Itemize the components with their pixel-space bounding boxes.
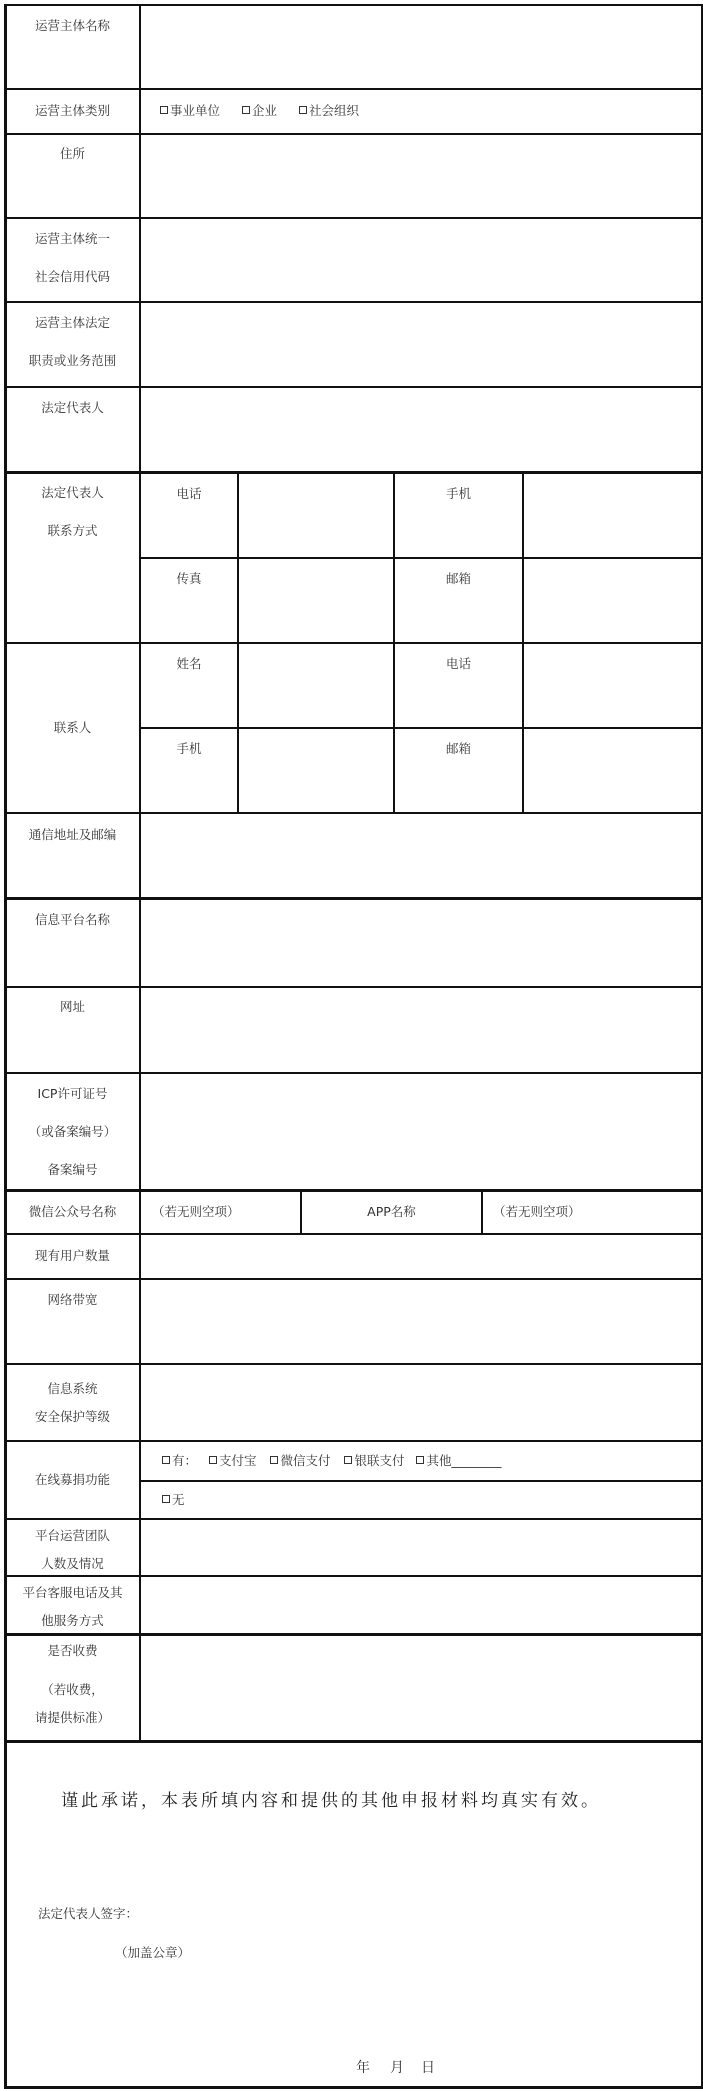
checkbox-icon xyxy=(299,106,307,114)
border-bottom xyxy=(4,2086,703,2089)
legal-rep-email-field[interactable] xyxy=(524,559,701,642)
legal-rep-fax-field[interactable] xyxy=(239,559,393,642)
contact-person-label: 联系人 xyxy=(53,720,92,735)
row-line xyxy=(4,1189,703,1192)
wechat-label: 微信公众号名称 xyxy=(28,1204,117,1219)
checkbox-icon xyxy=(209,1456,217,1464)
contact-phone-label: 电话 xyxy=(445,656,471,671)
user-count-field[interactable] xyxy=(141,1235,701,1278)
address-label: 住所 xyxy=(59,146,85,161)
fees-label-1: 是否收费 xyxy=(47,1643,98,1658)
checkbox-icon xyxy=(162,1456,170,1464)
contact-mobile-field[interactable] xyxy=(239,729,393,812)
checkbox-wechat-pay[interactable]: 微信支付 xyxy=(270,1453,330,1468)
security-level-label-1: 信息系统 xyxy=(47,1381,98,1396)
legal-rep-mobile-label: 手机 xyxy=(445,486,471,501)
entity-type-label: 运营主体类别 xyxy=(34,103,110,118)
donation-no-option xyxy=(162,1492,185,1508)
legal-rep-field[interactable] xyxy=(141,388,701,471)
scope-label-2: 职责或业务范围 xyxy=(28,353,117,368)
date-month: 月 xyxy=(390,2060,404,2076)
checkbox-icon xyxy=(344,1456,352,1464)
donation-label: 在线募捐功能 xyxy=(34,1472,110,1487)
signature-label: 法定代表人签字： xyxy=(38,1906,139,1921)
date-day: 日 xyxy=(421,2060,435,2076)
row-line xyxy=(4,88,703,90)
legal-rep-phone-label: 电话 xyxy=(176,486,202,501)
team-field[interactable] xyxy=(141,1520,701,1575)
bandwidth-label: 网络带宽 xyxy=(47,1292,98,1307)
icp-label-2: （或备案编号） xyxy=(28,1124,117,1139)
platform-name-label: 信息平台名称 xyxy=(34,912,110,927)
legal-rep-contact-label-2: 联系方式 xyxy=(47,523,98,538)
checkbox-icon xyxy=(160,106,168,114)
scope-label-1: 运营主体法定 xyxy=(34,315,110,330)
contact-email-label: 邮箱 xyxy=(445,741,471,756)
contact-mobile-label: 手机 xyxy=(176,741,202,756)
checkbox-enterprise[interactable]: 企业 xyxy=(242,103,277,118)
service-field[interactable] xyxy=(141,1577,701,1633)
date-year: 年 xyxy=(356,2060,370,2076)
checkbox-icon xyxy=(416,1456,424,1464)
wechat-app-divider xyxy=(481,1190,483,1234)
service-label-2: 他服务方式 xyxy=(41,1613,104,1628)
entity-name-field[interactable] xyxy=(141,6,701,88)
checkbox-icon xyxy=(270,1456,278,1464)
icp-label-1: ICP许可证号 xyxy=(37,1086,108,1101)
checkbox-icon xyxy=(162,1495,170,1503)
legal-rep-fax-label: 传真 xyxy=(176,571,202,586)
credit-code-label-2: 社会信用代码 xyxy=(34,269,110,284)
credit-code-field[interactable] xyxy=(141,219,701,301)
legal-rep-email-label: 邮箱 xyxy=(445,571,471,586)
security-level-label-2: 安全保护等级 xyxy=(34,1409,110,1424)
app-label: APP名称 xyxy=(367,1204,416,1219)
checkbox-social-org[interactable]: 社会组织 xyxy=(299,103,359,118)
signature-field[interactable] xyxy=(150,1898,450,1926)
app-field[interactable]: （若无则空项） xyxy=(493,1204,581,1219)
platform-name-field[interactable] xyxy=(141,900,701,986)
scope-field[interactable] xyxy=(141,303,701,386)
seal-label: （加盖公章） xyxy=(115,1945,191,1960)
checkbox-alipay[interactable]: 支付宝 xyxy=(209,1453,257,1468)
website-field[interactable] xyxy=(141,988,701,1072)
mailing-address-label: 通信地址及邮编 xyxy=(28,827,117,842)
row-line xyxy=(4,1740,703,1743)
bandwidth-field[interactable] xyxy=(141,1280,701,1363)
wechat-field[interactable]: （若无则空项） xyxy=(152,1204,240,1219)
credit-code-label-1: 运营主体统一 xyxy=(34,231,110,246)
fees-field[interactable] xyxy=(141,1636,701,1740)
website-label: 网址 xyxy=(59,999,85,1014)
contact-grid-divider xyxy=(393,472,395,813)
checkbox-other[interactable]: 其他________ xyxy=(416,1453,501,1468)
icp-label-3: 备案编号 xyxy=(47,1162,98,1177)
entity-name-label: 运营主体名称 xyxy=(34,18,110,33)
legal-rep-label: 法定代表人 xyxy=(41,400,104,415)
checkbox-icon xyxy=(242,106,250,114)
security-level-field[interactable] xyxy=(141,1365,701,1440)
service-label-1: 平台客服电话及其 xyxy=(22,1585,123,1600)
row-line xyxy=(139,1480,703,1482)
team-label-1: 平台运营团队 xyxy=(34,1528,110,1543)
fees-label-2: （若收费， xyxy=(41,1682,104,1697)
team-label-2: 人数及情况 xyxy=(41,1556,104,1571)
mailing-address-field[interactable] xyxy=(141,814,701,897)
fees-label-3: 请提供标准） xyxy=(34,1710,110,1725)
contact-name-label: 姓名 xyxy=(176,656,202,671)
checkbox-public-institution[interactable]: 事业单位 xyxy=(160,103,220,118)
legal-rep-contact-label-1: 法定代表人 xyxy=(41,485,104,500)
contact-email-field[interactable] xyxy=(524,729,701,812)
legal-rep-mobile-field[interactable] xyxy=(524,474,701,557)
declaration-statement: 谨此承诺，本表所填内容和提供的其他申报材料均真实有效。 xyxy=(61,1791,601,1811)
icp-field[interactable] xyxy=(141,1074,701,1189)
row-line xyxy=(4,1440,703,1442)
donation-yes-options xyxy=(162,1453,501,1469)
contact-name-field[interactable] xyxy=(239,644,393,727)
user-count-label: 现有用户数量 xyxy=(34,1248,110,1263)
checkbox-unionpay[interactable]: 银联支付 xyxy=(344,1453,404,1468)
legal-rep-phone-field[interactable] xyxy=(239,474,393,557)
contact-phone-field[interactable] xyxy=(524,644,701,727)
checkbox-donation-yes[interactable]: 有： xyxy=(162,1453,197,1468)
address-field[interactable] xyxy=(141,135,701,217)
entity-type-options xyxy=(160,103,359,119)
checkbox-donation-no[interactable]: 无 xyxy=(162,1492,185,1507)
